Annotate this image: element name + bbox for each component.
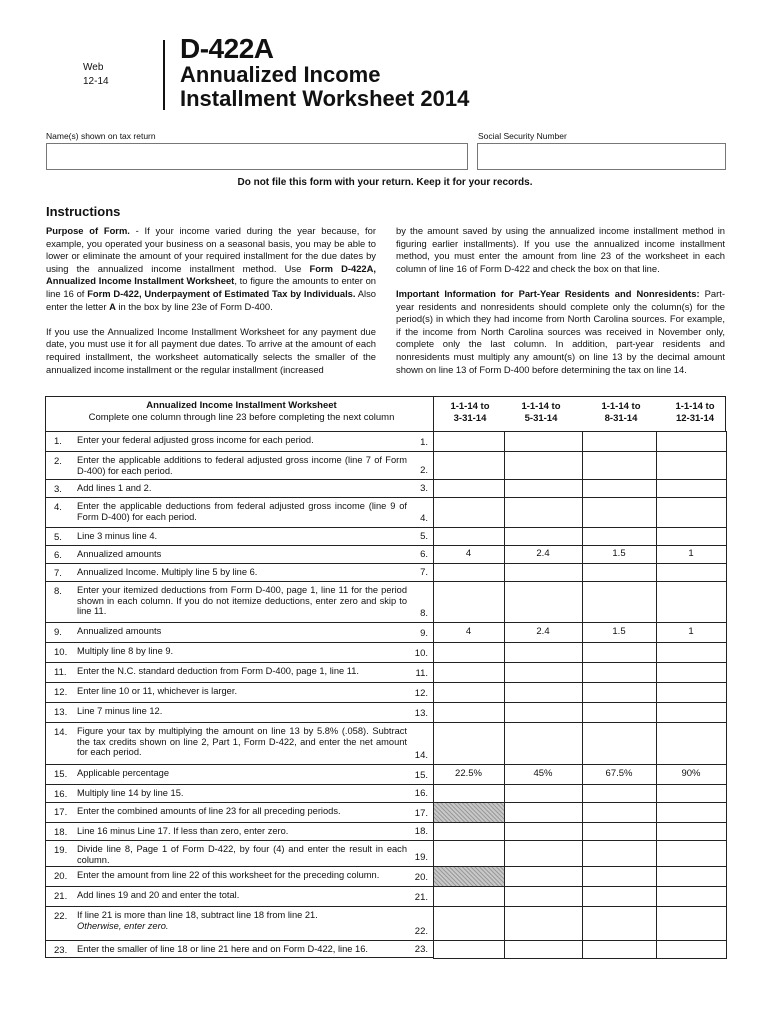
amount-cell (433, 802, 505, 823)
line-number: 23. (414, 944, 428, 955)
line-number: 16. (414, 788, 428, 799)
amount-cell[interactable] (582, 682, 657, 703)
line-number: 8. (420, 608, 428, 619)
amount-cell[interactable] (656, 802, 727, 823)
row-number: 22. (54, 911, 68, 922)
column-header-start: 1-1-14 to (450, 401, 490, 412)
amount-cell[interactable] (504, 431, 583, 452)
amount-cell[interactable] (656, 497, 727, 528)
row-number: 3. (54, 484, 62, 495)
purpose-paragraph: Purpose of Form. - If your income varied during the year because, for example, you operated your business on a seasonal basis, you may be able to lower or eliminate the amount of your required installment for the due dates by using the annualized income installment method. Use Form D-422A, Annualized Income Installment Worksheet, to figure the amounts to enter on line 16 of Form D-422, Underpayment of Estimated Tax by Individuals. Also enter the letter A in the box by line 23e of Form D-400. (46, 225, 377, 312)
header-column-divider (433, 396, 434, 431)
row-description: Add lines 19 and 20 and enter the total. (77, 890, 240, 900)
amount-cell[interactable] (656, 906, 727, 941)
amount-cell[interactable] (504, 866, 583, 887)
amount-cell[interactable] (433, 822, 505, 841)
instructions-column-right (396, 225, 725, 389)
amount-cell[interactable] (504, 479, 583, 498)
row-description: Annualized Income. Multiply line 5 by line 6. (77, 567, 258, 577)
row-number: 21. (54, 891, 68, 902)
column-header-start: 1-1-14 to (675, 401, 715, 412)
amount-cell[interactable] (433, 682, 505, 703)
row-description: Divide line 8, Page 1 of Form D-422, by four (4) and enter the result in each column. (77, 844, 407, 865)
amount-cell[interactable] (582, 431, 657, 452)
payment-paragraph: If you use the Annualized Income Installment Worksheet for any payment due date, you must use it for all payment due dates. To arrive at the amount of each required installment, the worksheet automatically selects the smaller of the annualized income installment or the regular installment (increased (46, 325, 376, 375)
name-field[interactable] (46, 143, 468, 170)
column-header-2 (506, 401, 576, 425)
row-description: Enter the applicable additions to federal adjusted gross income (line 7 of Form D-400) for each period. (77, 455, 407, 476)
row-number: 15. (54, 769, 68, 780)
row-description: If line 21 is more than line 18, subtract line 18 from line 21. Otherwise, enter zero. (77, 910, 318, 931)
amount-cell[interactable] (656, 451, 727, 480)
cell-value: 1 (688, 626, 694, 637)
amount-cell[interactable] (433, 662, 505, 683)
row-number: 10. (54, 647, 68, 658)
amount-cell[interactable] (656, 784, 727, 803)
row-number: 14. (54, 727, 68, 738)
row-number: 18. (54, 827, 68, 838)
amount-cell[interactable] (504, 563, 583, 582)
amount-cell[interactable] (504, 451, 583, 480)
amount-cell[interactable] (433, 431, 505, 452)
line-number: 7. (420, 567, 428, 578)
amount-cell[interactable] (582, 451, 657, 480)
row-number: 6. (54, 550, 62, 561)
row-description: Applicable percentage (77, 768, 170, 778)
amount-cell[interactable] (504, 886, 583, 907)
amount-cell[interactable] (656, 431, 727, 452)
amount-cell[interactable] (504, 682, 583, 703)
row-description: Annualized amounts (77, 626, 162, 636)
line-number: 10. (414, 648, 428, 659)
line-number: 4. (420, 513, 428, 524)
worksheet-subtitle: Complete one column through line 23 before completing the next column (88, 412, 395, 423)
line-number: 1. (420, 437, 428, 448)
amount-cell[interactable] (504, 527, 583, 546)
amount-cell[interactable] (433, 479, 505, 498)
amount-cell[interactable] (433, 563, 505, 582)
amount-cell[interactable] (504, 497, 583, 528)
amount-cell[interactable] (582, 662, 657, 683)
line-number: 14. (414, 750, 428, 761)
do-not-file-notice: Do not file this form with your return. Keep it for your records. (237, 177, 533, 188)
line-number: 17. (414, 808, 428, 819)
amount-cell[interactable] (504, 840, 583, 867)
row-number: 2. (54, 456, 62, 467)
amount-cell[interactable] (582, 906, 657, 941)
line-number: 12. (414, 688, 428, 699)
amount-cell[interactable] (582, 940, 657, 959)
row-number: 9. (54, 627, 62, 638)
amount-cell[interactable] (504, 822, 583, 841)
row-description: Annualized amounts (77, 549, 162, 559)
amount-cell[interactable] (433, 497, 505, 528)
amount-cell[interactable] (656, 822, 727, 841)
amount-cell[interactable] (504, 906, 583, 941)
row-description: Enter line 10 or 11, whichever is larger. (77, 686, 238, 696)
cell-value: 4 (465, 548, 472, 559)
cell-value: 1.5 (612, 626, 626, 637)
amount-cell[interactable] (656, 722, 727, 765)
amount-cell[interactable] (433, 940, 505, 959)
row-number: 7. (54, 568, 62, 579)
name-label: Name(s) shown on tax return (46, 131, 156, 141)
web-label: Web (83, 62, 104, 73)
row-number: 11. (54, 667, 67, 678)
amount-cell[interactable] (582, 822, 657, 841)
worksheet-title: Annualized Income Installment Worksheet (146, 400, 337, 411)
row-description: Enter the amount from line 22 of this worksheet for the preceding column. (77, 870, 380, 880)
amount-cell[interactable] (433, 702, 505, 723)
cell-value: 22.5% (455, 768, 482, 779)
amount-cell[interactable] (656, 662, 727, 683)
amount-cell[interactable] (656, 940, 727, 959)
amount-cell[interactable] (582, 702, 657, 723)
form-title-line2: Installment Worksheet 2014 (180, 86, 470, 111)
row-number: 1. (54, 436, 62, 447)
row-description: Line 3 minus line 4. (77, 531, 158, 541)
column-header-end: 12-31-14 (675, 413, 715, 424)
column-header-3 (586, 401, 656, 425)
amount-cell[interactable] (656, 840, 727, 867)
column-header-1 (435, 401, 505, 425)
amount-cell[interactable] (582, 497, 657, 528)
line-number: 2. (420, 465, 428, 476)
column-header-start: 1-1-14 to (521, 401, 561, 412)
amount-cell[interactable] (656, 563, 727, 582)
amount-cell[interactable] (582, 802, 657, 823)
amount-cell[interactable] (433, 840, 505, 867)
cell-value: 1.5 (612, 548, 626, 559)
ssn-label: Social Security Number (478, 131, 567, 141)
amount-cell[interactable] (582, 581, 657, 623)
amount-cell[interactable] (433, 784, 505, 803)
cell-value: 2.4 (536, 626, 550, 637)
row-description: Enter the applicable deductions from federal adjusted gross income (line 9 of Form D-400) for each period. (77, 501, 407, 522)
row-description: Figure your tax by multiplying the amount on line 13 by 5.8% (.058). Subtract the tax credits shown on line 2, Part 1, Form D-422, and enter the net amount for each period. (77, 726, 407, 758)
row-number: 17. (54, 807, 68, 818)
column-header-4 (660, 401, 730, 425)
row-description: Line 16 minus Line 17. If less than zero, enter zero. (77, 826, 289, 836)
row-number: 4. (54, 502, 62, 513)
revision-date: 12-14 (83, 76, 109, 87)
part-year-heading: Important Information for Part-Year Residents and Nonresidents: (396, 287, 700, 299)
instructions-heading: Instructions (46, 204, 121, 219)
row-number: 16. (54, 789, 68, 800)
row-description: Line 7 minus line 12. (77, 706, 163, 716)
row-number: 8. (54, 586, 62, 597)
amount-cell[interactable] (504, 940, 583, 959)
line-number: 13. (414, 708, 428, 719)
payment-paragraph-continued: by the amount saved by using the annualized income installment method in figuring earlier installments). If you use the annualized income installment method, you must enter the amount from line 23 of the worksheet in each column of line 16 of Form D-422 and check the box on that line. (396, 225, 725, 274)
row-description: Multiply line 14 by line 15. (77, 788, 184, 798)
amount-cell[interactable] (656, 581, 727, 623)
cell-value: 67.5% (605, 768, 633, 779)
row-number: 5. (54, 532, 62, 543)
line-number: 15. (414, 770, 428, 781)
row-description: Enter the N.C. standard deduction from Form D-400, page 1, line 11. (77, 666, 359, 676)
amount-cell[interactable] (433, 722, 505, 765)
amount-cell[interactable] (582, 642, 657, 663)
amount-cell[interactable] (504, 802, 583, 823)
amount-cell[interactable] (656, 886, 727, 907)
part-year-paragraph: Important Information for Part-Year Residents and Nonresidents: Part-year residents and nonresidents should complete only the column(s) for the period(s) in which they had income from North Carolina sources. For example, if the income from North Carolina sources was received in November only, complete only the last column. In addition, part-year residents and nonresidents must multiply any amount(s) on line 13 by the decimal amount shown on line 13 of Form D-400 before determining the tax on line 14. (396, 287, 725, 375)
column-header-end: 3-31-14 (453, 413, 487, 424)
amount-cell[interactable] (656, 682, 727, 703)
amount-cell[interactable] (582, 840, 657, 867)
amount-cell (433, 866, 505, 887)
amount-cell[interactable] (504, 702, 583, 723)
row-description: Enter the smaller of line 18 or line 21 here and on Form D-422, line 16. (77, 944, 368, 954)
ssn-field[interactable] (477, 143, 726, 170)
header-divider (163, 40, 165, 110)
amount-cell[interactable] (433, 451, 505, 480)
amount-cell[interactable] (582, 722, 657, 765)
row-number: 23. (54, 945, 68, 956)
amount-cell[interactable] (504, 662, 583, 683)
column-header-end: 8-31-14 (604, 413, 638, 424)
amount-cell[interactable] (433, 581, 505, 623)
row-description: Enter your federal adjusted gross income for each period. (77, 435, 314, 445)
cell-value: 1 (688, 548, 694, 559)
amount-cell[interactable] (582, 527, 657, 546)
amount-cell[interactable] (504, 581, 583, 623)
line-number: 22. (414, 926, 428, 937)
amount-cell[interactable] (433, 642, 505, 663)
row-number: 12. (54, 687, 68, 698)
amount-cell[interactable] (582, 479, 657, 498)
line-number: 21. (414, 892, 428, 903)
line-number: 5. (420, 531, 428, 542)
amount-cell[interactable] (433, 906, 505, 941)
row-description: Multiply line 8 by line 9. (77, 646, 174, 656)
amount-cell[interactable] (656, 527, 727, 546)
column-header-start: 1-1-14 to (601, 401, 641, 412)
amount-cell[interactable] (504, 784, 583, 803)
cell-value: 4 (465, 626, 472, 637)
row-number: 20. (54, 871, 68, 882)
line-number: 11. (415, 668, 428, 679)
amount-cell[interactable] (582, 886, 657, 907)
amount-cell[interactable] (656, 479, 727, 498)
amount-cell[interactable] (504, 642, 583, 663)
form-number: D-422A (180, 33, 274, 64)
row-number: 13. (54, 707, 68, 718)
row-description: Enter your itemized deductions from Form D-400, page 1, line 11 for the period shown in each column. If you do not itemize deductions, enter zero and skip to line 11. (77, 585, 407, 617)
amount-cell[interactable] (582, 866, 657, 887)
amount-cell[interactable] (656, 642, 727, 663)
form-title-line1: Annualized Income (180, 62, 381, 87)
line-number: 20. (414, 872, 428, 883)
amount-cell[interactable] (433, 886, 505, 907)
amount-cell[interactable] (433, 527, 505, 546)
line-number: 18. (414, 826, 428, 837)
line-number: 9. (420, 628, 428, 639)
amount-cell[interactable] (656, 702, 727, 723)
row-description: Add lines 1 and 2. (77, 483, 152, 493)
row-number: 19. (54, 845, 68, 856)
amount-cell[interactable] (582, 563, 657, 582)
line-number: 3. (420, 483, 428, 494)
amount-cell[interactable] (656, 866, 727, 887)
row-description: Enter the combined amounts of line 23 for all preceding periods. (77, 806, 341, 816)
cell-value: 90% (681, 768, 701, 779)
cell-value: 2.4 (536, 548, 550, 559)
column-header-end: 5-31-14 (524, 413, 558, 424)
amount-cell[interactable] (504, 722, 583, 765)
amount-cell[interactable] (582, 784, 657, 803)
cell-value: 45% (533, 768, 553, 779)
purpose-label: Purpose of Form. (46, 225, 130, 236)
line-number: 19. (414, 852, 428, 863)
line-number: 6. (420, 549, 428, 560)
instructions-column-left (46, 225, 376, 389)
